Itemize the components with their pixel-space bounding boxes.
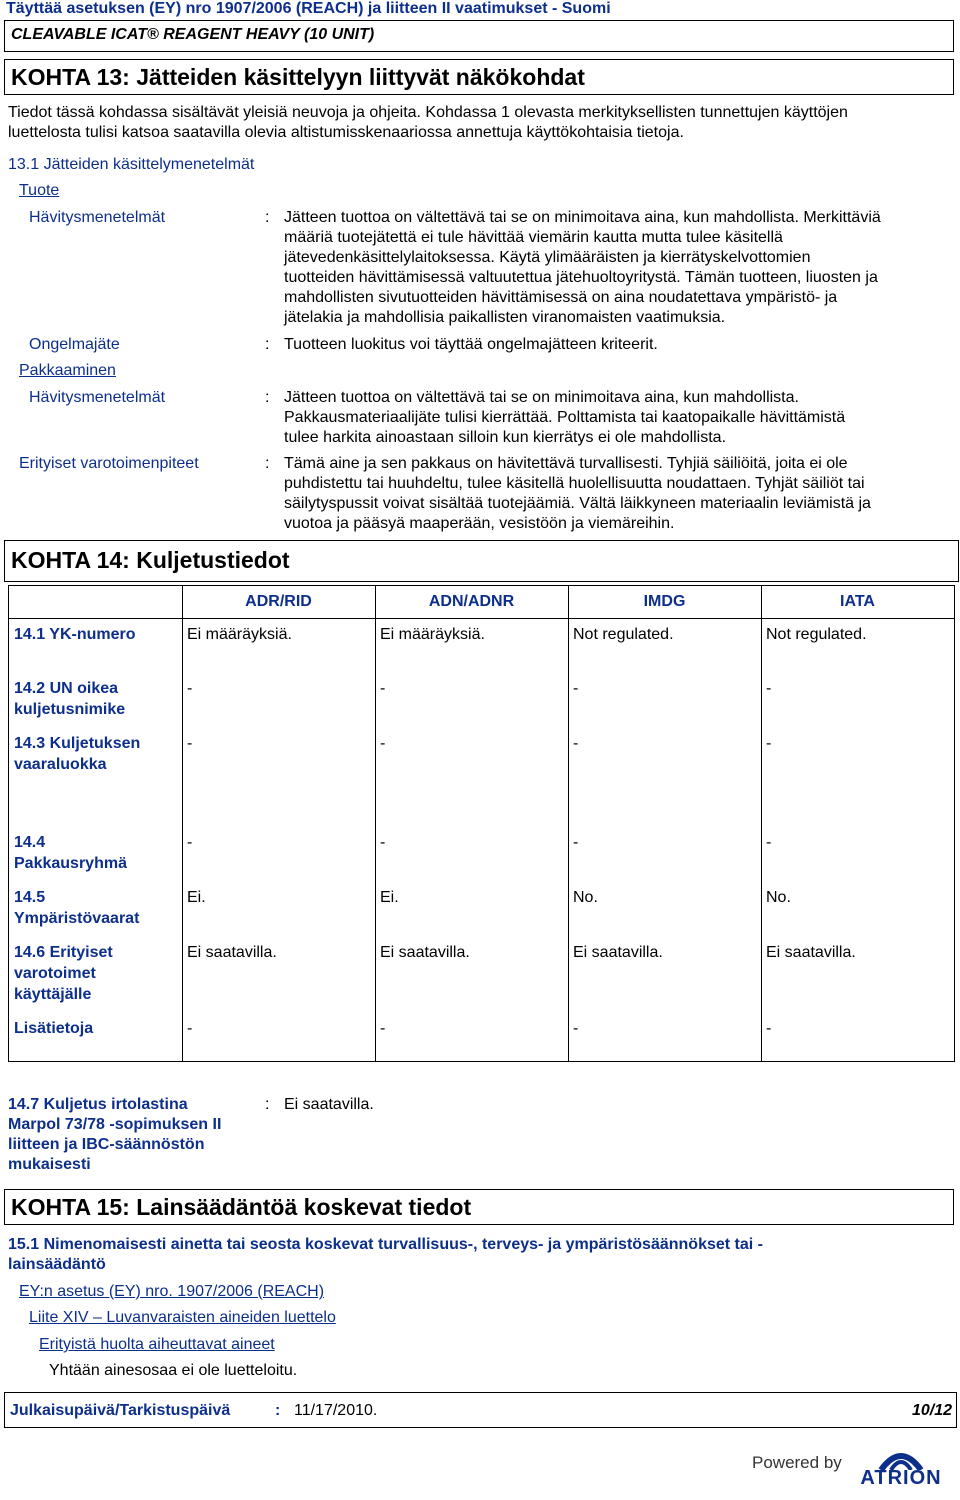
value-line: mahdollisten sivutuotteiden hävittämisessä on aina noudatettava ympäristö- ja: [284, 289, 838, 306]
table-cell: No.: [573, 889, 598, 906]
section-13-intro: [8, 103, 956, 143]
table-divider: [182, 586, 183, 1061]
packaging-disposal-value: [284, 388, 952, 448]
table-header-divider: [9, 618, 954, 619]
disposal-methods-label: Hävitysmenetelmät: [29, 209, 166, 226]
table-cell: -: [187, 834, 193, 851]
colon: :: [265, 209, 270, 226]
value-line: Pakkausmateriaalijäte tulisi kierrättää. Polttamista tai kaatopaikalle hävittämistä: [284, 409, 846, 426]
special-precautions-value: [284, 454, 952, 534]
table-cell: -: [766, 834, 772, 851]
table-cell: -: [573, 735, 579, 752]
logo-text: ATRION: [860, 1467, 942, 1489]
column-header-iata: IATA: [840, 593, 875, 610]
reach-regulation-link: EY:n asetus (EY) nro. 1907/2006 (REACH): [19, 1283, 325, 1300]
section-13-title: KOHTA 13: Jätteiden käsittelyyn liittyvät näkökohdat: [11, 64, 585, 90]
colon: :: [275, 1402, 281, 1419]
table-divider: [375, 586, 376, 1061]
bulk-transport-label: 14.7 Kuljetus irtolastina Marpol 73/78 -sopimuksen II liitteen ja IBC-säännöstön mukaisesti: [8, 1096, 222, 1173]
powered-by-text: Powered by: [752, 1453, 842, 1472]
issue-date-label: Julkaisupäivä/Tarkistuspäivä: [10, 1402, 231, 1419]
value-line: puhdistettu tai huuhdeltu, tulee käsitellä huolellisuutta noudattaen. Tyhjät säiliöt tai: [284, 475, 865, 492]
value-line: jätevedenkäsittelylaitoksessa. Käytä ylimääräisten ja kierrätyskelvottomien: [284, 249, 811, 266]
svhc-value: Yhtään ainesosaa ei ole luetteloitu.: [49, 1362, 298, 1379]
column-header-adr-rid: ADR/RID: [245, 593, 312, 610]
table-cell: Not regulated.: [766, 626, 867, 643]
table-cell: -: [187, 735, 193, 752]
section-13-header: [4, 59, 954, 95]
table-cell: Not regulated.: [573, 626, 674, 643]
product-name-box: [4, 20, 954, 52]
special-precautions-label: Erityiset varotoimenpiteet: [19, 455, 199, 472]
value-line: tulee harkita ainoastaan silloin kun kierrätys ei ole mahdollista.: [284, 429, 727, 446]
row-label-additional-info: Lisätietoja: [14, 1020, 94, 1037]
table-cell: Ei määräyksiä.: [380, 626, 485, 643]
section-14-header: [4, 540, 959, 582]
page-number: 10/12: [911, 1402, 952, 1419]
row-label-hazard-class: 14.3 Kuljetuksen vaaraluokka: [14, 735, 141, 773]
bulk-transport-value: Ei saatavilla.: [284, 1096, 374, 1113]
packaging-heading: Pakkaaminen: [19, 362, 116, 379]
section-15-title: KOHTA 15: Lainsäädäntöä koskevat tiedot: [11, 1194, 472, 1220]
table-cell: Ei määräyksiä.: [187, 626, 292, 643]
intro-line: luettelosta tulisi katsoa saatavilla olevia altistumisskenaariossa annettuja käyttökohtaisia tietoja.: [8, 124, 684, 141]
atrion-logo: [843, 1440, 959, 1490]
packaging-disposal-label: Hävitysmenetelmät: [29, 389, 166, 406]
table-cell: Ei saatavilla.: [380, 944, 470, 961]
document-header-title: Täyttää asetuksen (EY) nro 1907/2006 (REACH) ja liitteen II vaatimukset - Suomi: [6, 0, 611, 17]
table-cell: -: [766, 1020, 772, 1037]
table-cell: Ei.: [380, 889, 399, 906]
section-14-title: KOHTA 14: Kuljetustiedot: [11, 547, 290, 573]
row-label-special-precautions: 14.6 Erityiset varotoimet käyttäjälle: [14, 944, 113, 1003]
table-cell: Ei saatavilla.: [573, 944, 663, 961]
disposal-methods-value: [284, 208, 952, 328]
table-cell: -: [573, 680, 579, 697]
value-line: Jätteen tuottoa on vältettävä tai se on minimoitava aina, kun mahdollista.: [284, 389, 799, 406]
transport-table: [8, 585, 955, 1062]
section-15-header: [4, 1189, 954, 1225]
product-name: CLEAVABLE ICAT® REAGENT HEAVY (10 UNIT): [11, 26, 375, 43]
subsection-15-1-title: 15.1 Nimenomaisesti ainetta tai seosta koskevat turvallisuus-, terveys- ja ympäristösäännökset tai - lainsäädäntö: [8, 1236, 763, 1273]
subsection-13-1-title: 13.1 Jätteiden käsittelymenetelmät: [8, 156, 255, 173]
row-label-shipping-name: 14.2 UN oikea kuljetusnimike: [14, 680, 126, 718]
svhc-heading: Erityistä huolta aiheuttavat aineet: [39, 1336, 275, 1353]
table-divider: [568, 586, 569, 1061]
value-line: tuotteiden hävittämisessä valtuutettua jätehuoltoyritystä. Tämän tuotteen, liuosten ja: [284, 269, 878, 286]
table-cell: -: [766, 680, 772, 697]
table-cell: -: [380, 735, 386, 752]
row-label-packing-group: 14.4 Pakkausryhmä: [14, 834, 127, 872]
hazardous-waste-value: Tuotteen luokitus voi täyttää ongelmajätteen kriteerit.: [284, 336, 658, 353]
footer: [4, 1392, 957, 1428]
colon: :: [265, 336, 270, 353]
hazardous-waste-label: Ongelmajäte: [29, 336, 120, 353]
value-line: jätelakia ja mahdollisia paikallisten viranomaisten vaatimuksia.: [284, 309, 726, 326]
table-cell: No.: [766, 889, 791, 906]
colon: :: [265, 455, 270, 472]
intro-line: Tiedot tässä kohdassa sisältävät yleisiä neuvoja ja ohjeita. Kohdassa 1 olevasta merkityksellisten tunnettujen käyttöjen: [8, 104, 848, 121]
issue-date-value: 11/17/2010.: [294, 1402, 378, 1419]
row-label-un-number: 14.1 YK-numero: [14, 626, 136, 643]
value-line: Tämä aine ja sen pakkaus on hävitettävä turvallisesti. Tyhjiä säiliöitä, joita ei ole: [284, 455, 848, 472]
table-cell: -: [380, 834, 386, 851]
table-cell: -: [380, 1020, 386, 1037]
product-heading: Tuote: [19, 182, 60, 199]
table-divider: [761, 586, 762, 1061]
table-cell: Ei saatavilla.: [766, 944, 856, 961]
table-cell: Ei.: [187, 889, 206, 906]
table-cell: -: [573, 1020, 579, 1037]
colon: :: [265, 1096, 270, 1113]
value-line: säilytyspussit voivat sisältää tuotejäämiä. Vältä läikkyneen materiaalin leviämistä ja: [284, 495, 871, 512]
table-cell: -: [187, 680, 193, 697]
row-label-environmental-hazards: 14.5 Ympäristövaarat: [14, 889, 140, 927]
value-line: vuotoa ja pääsyä maaperään, vesistöön ja viemäreihin.: [284, 515, 675, 532]
column-header-imdg: IMDG: [643, 593, 686, 610]
table-cell: -: [380, 680, 386, 697]
table-cell: -: [573, 834, 579, 851]
value-line: määriä tuotejätettä ei tule hävittää viemärin kautta mutta tulee käsitellä: [284, 229, 783, 246]
annex-xiv-heading: Liite XIV – Luvanvaraisten aineiden luettelo: [29, 1309, 336, 1326]
logo-arc-icon: [843, 1440, 959, 1470]
colon: :: [265, 389, 270, 406]
table-cell: Ei saatavilla.: [187, 944, 277, 961]
table-cell: -: [766, 735, 772, 752]
value-line: Jätteen tuottoa on vältettävä tai se on minimoitava aina, kun mahdollista. Merkittäviä: [284, 209, 881, 226]
column-header-adn-adnr: ADN/ADNR: [428, 593, 515, 610]
table-cell: -: [187, 1020, 193, 1037]
